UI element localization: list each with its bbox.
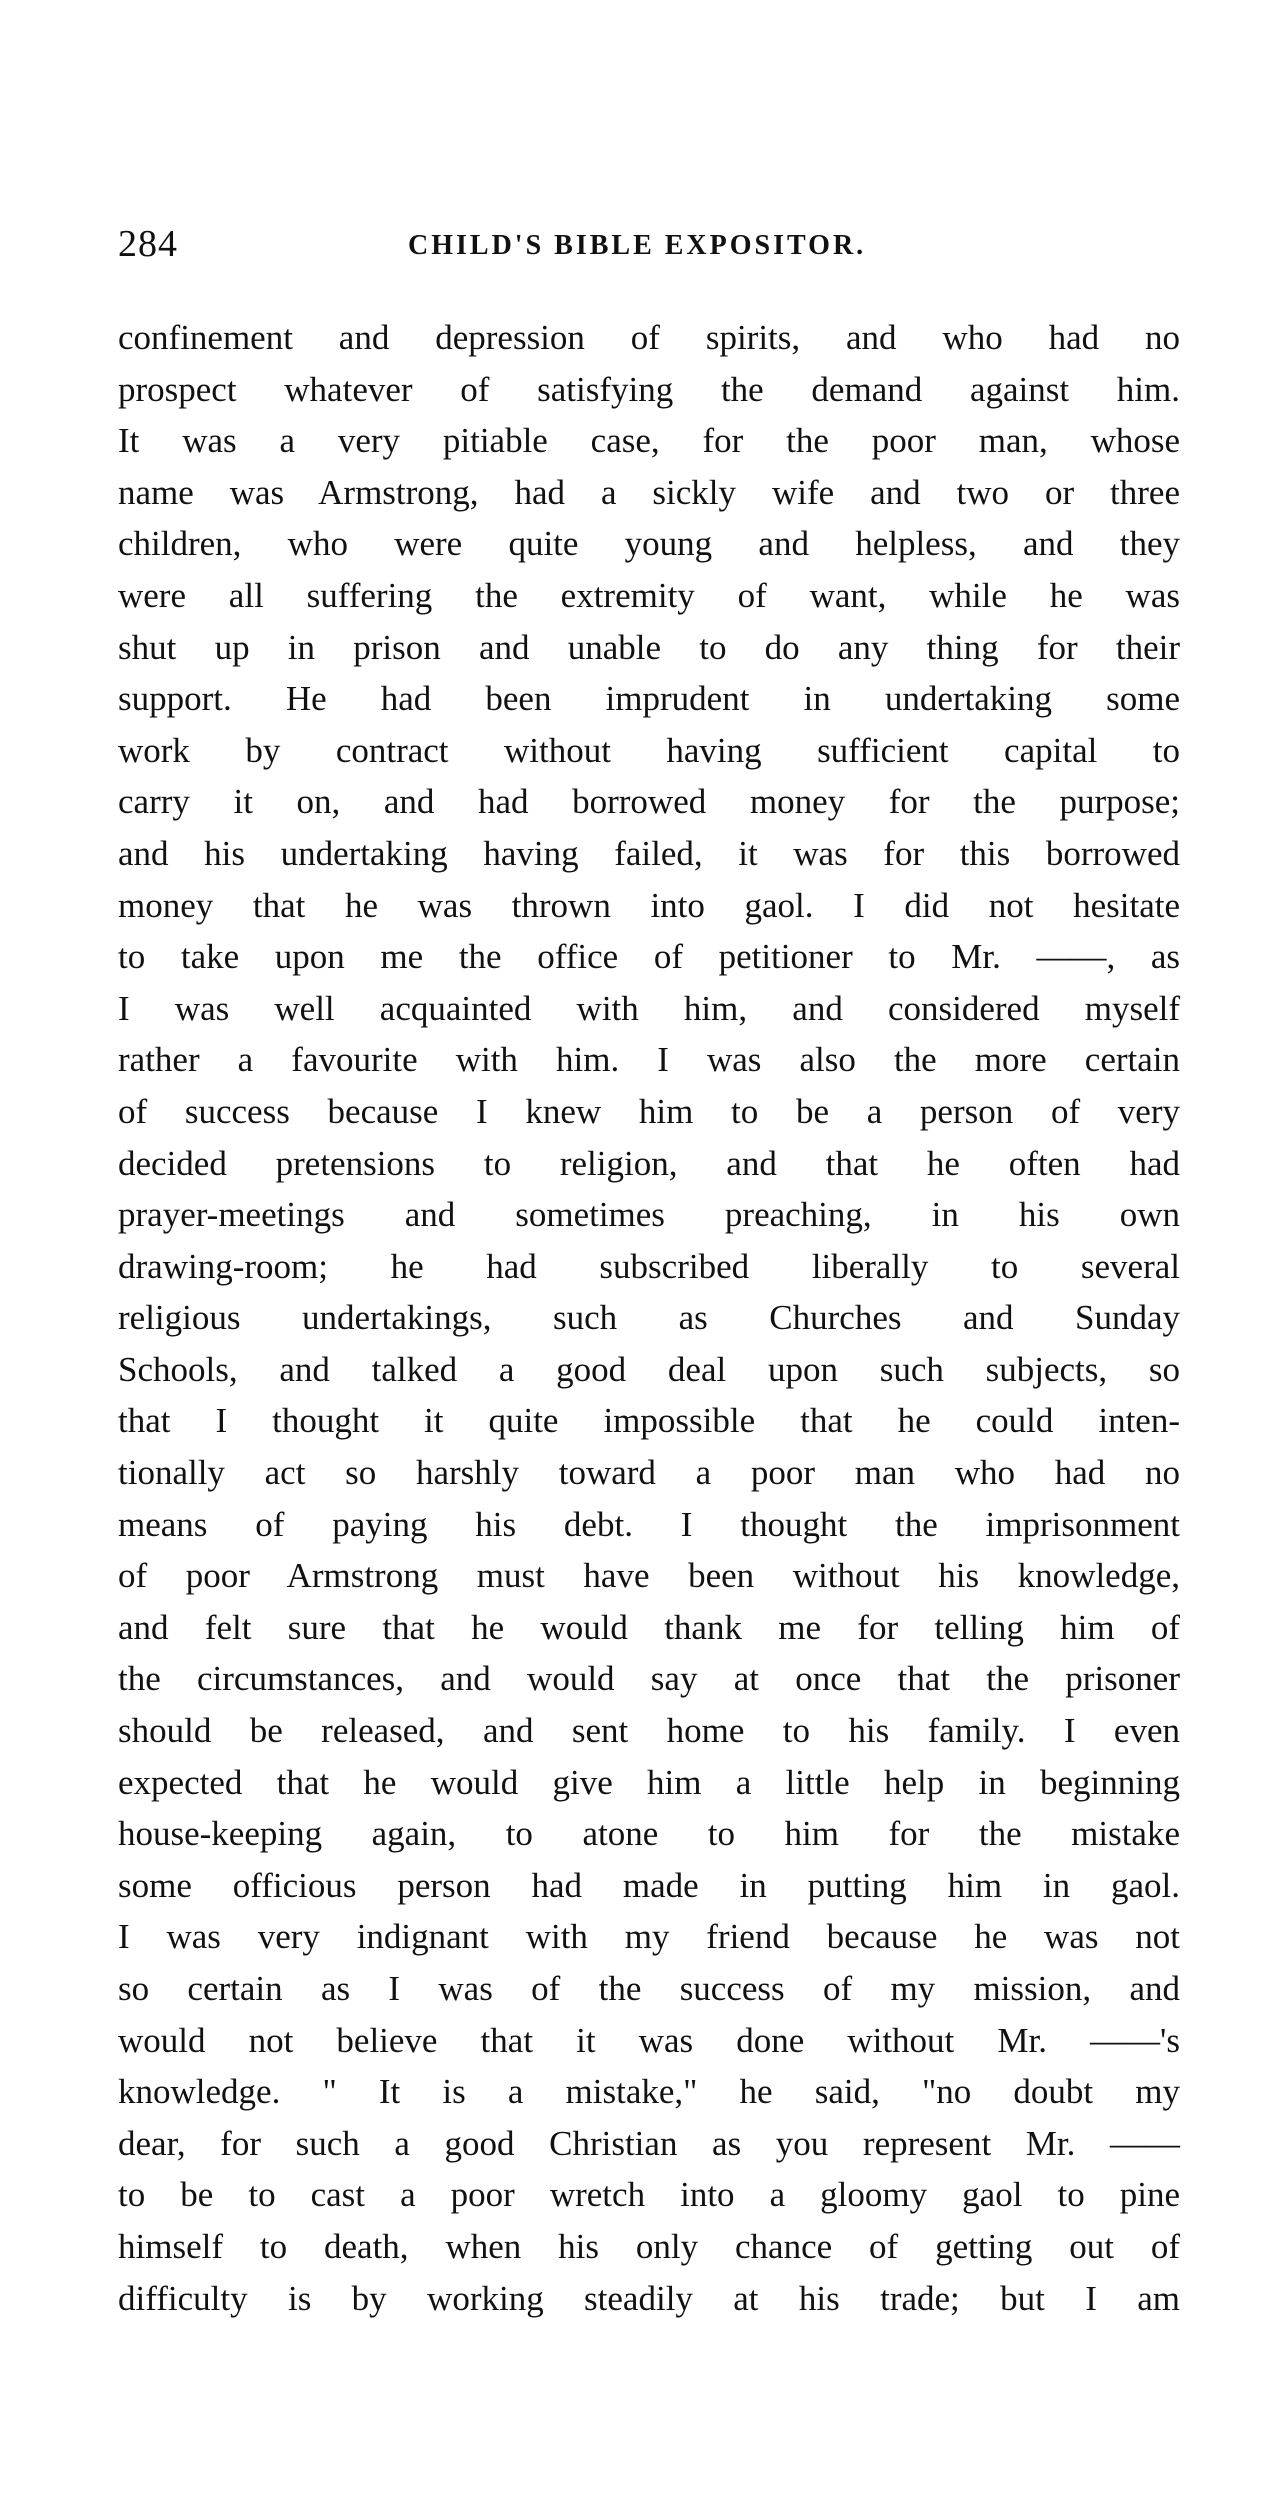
text-line: that I thought it quite impossible that he could inten- (118, 1401, 1180, 1441)
text-line: dear, for such a good Christian as you represent Mr. —— (118, 2123, 1180, 2163)
text-line: some officious person had made in putting him in gaol. (118, 1865, 1180, 1905)
body-text (118, 312, 1180, 2324)
text-line: to take upon me the office of petitioner to Mr. ——, as (118, 937, 1180, 977)
text-line: support. He had been imprudent in undertaking some (118, 679, 1180, 719)
text-line: Schools, and talked a good deal upon such subjects, so (118, 1349, 1180, 1389)
text-line: expected that he would give him a little help in beginning (118, 1762, 1180, 1802)
text-line: were all suffering the extremity of want, while he was (118, 575, 1180, 615)
text-line: difficulty is by working steadily at his trade; but I am (118, 2278, 1180, 2318)
text-line: means of paying his debt. I thought the imprisonment (118, 1504, 1180, 1544)
text-line: rather a favourite with him. I was also the more certain (118, 1040, 1180, 1080)
text-line: money that he was thrown into gaol. I did not hesitate (118, 885, 1180, 925)
text-line: knowledge. " It is a mistake," he said, "no doubt my (118, 2072, 1180, 2112)
text-line: himself to death, when his only chance of getting out of (118, 2226, 1180, 2266)
text-line: house-keeping again, to atone to him for the mistake (118, 1814, 1180, 1854)
text-line: so certain as I was of the success of my mission, and (118, 1969, 1180, 2008)
text-line: of success because I knew him to be a person of very (118, 1091, 1180, 1131)
text-line: carry it on, and had borrowed money for the purpose; (118, 782, 1180, 822)
text-line: I was very indignant with my friend because he was not (118, 1917, 1180, 1957)
text-line: It was a very pitiable case, for the poor man, whose (118, 421, 1180, 461)
text-line: confinement and depression of spirits, and who had no (118, 318, 1180, 357)
text-line: name was Armstrong, had a sickly wife and two or three (118, 472, 1180, 512)
text-line: the circumstances, and would say at once that the prisoner (118, 1659, 1180, 1699)
running-head: CHILD'S BIBLE EXPOSITOR. (408, 230, 867, 261)
text-line: work by contract without having sufficient capital to (118, 730, 1180, 770)
page-number: 284 (118, 223, 178, 265)
text-line: and his undertaking having failed, it was for this borrowed (118, 833, 1180, 873)
text-line: of poor Armstrong must have been without his knowledge, (118, 1556, 1180, 1596)
text-line: drawing-room; he had subscribed liberally to several (118, 1246, 1180, 1286)
text-line: I was well acquainted with him, and considered myself (118, 988, 1180, 1028)
text-line: shut up in prison and unable to do any thing for their (118, 627, 1180, 667)
text-line: should be released, and sent home to his family. I even (118, 1711, 1180, 1751)
text-line: children, who were quite young and helpless, and they (118, 524, 1180, 564)
text-line: would not believe that it was done without Mr. ——'s (118, 2020, 1180, 2060)
text-line: decided pretensions to religion, and that he often had (118, 1143, 1180, 1183)
text-line: prayer-meetings and sometimes preaching, in his own (118, 1195, 1180, 1235)
text-line: tionally act so harshly toward a poor man who had no (118, 1453, 1180, 1493)
text-line: and felt sure that he would thank me for telling him of (118, 1607, 1180, 1647)
text-line: religious undertakings, such as Churches and Sunday (118, 1298, 1180, 1338)
text-line: prospect whatever of satisfying the demand against him. (118, 369, 1180, 409)
page-header (118, 222, 1180, 272)
text-line: to be to cast a poor wretch into a gloomy gaol to pine (118, 2175, 1180, 2215)
